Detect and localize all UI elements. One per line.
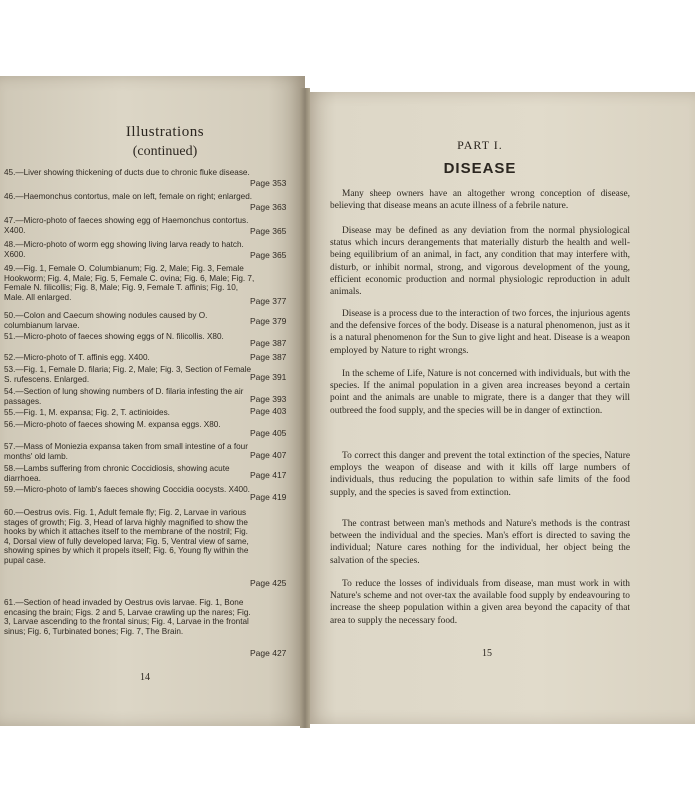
entry-page: Page 377 [250, 296, 287, 306]
entry-page: Page 405 [250, 428, 287, 438]
entry-text: 49.—Fig. 1, Female O. Columbianum; Fig. 2, Male; Fig. 3, Female Hookworm; Fig. 4, Male; Fig. 5, Female C. ovina; Fig. 6, Male; Fig. 7, Female N. filicollis; Fig. 8, Male; Fig. 9, Female T. affinis; Fig. 10, Male. All enlarged. [4, 264, 255, 302]
paragraph: The contrast between man's methods and Nature's methods is the contrast between the individual and the species. Man's effort is directed to saving the individual; Nature cares nothing for the individual, her object being the salvation of the species. [330, 519, 630, 566]
entry-text: 51.—Micro-photo of faeces showing eggs of N. filicollis. X80. [4, 332, 224, 341]
entry-page: Page 391 [250, 372, 287, 382]
entry-page: Page 417 [250, 470, 287, 480]
entry-page: Page 387 [250, 338, 287, 348]
paragraph: Disease may be defined as any deviation from the normal physiological status which incurs derangements that materially disturb the health and well-being equilibrium of an animal, in fact, any condition that may interfere with, disturb, or inhibit normal, strong, and vigorous development of the young, efficient economic production and normal physiologic reproduction in adult animals. [330, 226, 630, 298]
paragraph: To correct this danger and prevent the total extinction of the species, Nature employs the weapon of disease and with it kills off large numbers of individuals, thus reducing the population to within safe limits of the food supply, and the species is saved from extinction. [330, 451, 630, 498]
part-label: PART I. [457, 138, 503, 152]
entry-text: 60.—Oestrus ovis. Fig. 1, Adult female fly; Fig. 2, Larvae in various stages of growth; Fig. 3, Head of larva highly magnified to show the hooks by which it attaches itself to the membrane of the nostril; Fig. 4, Dorsal view of fully developed larva; Fig. 5, Ventral view of same, showing spines by which it propels itself; Fig. 6, Young fly within the pupal case. [4, 508, 249, 565]
entry-page: Page 363 [250, 202, 287, 212]
list-item [0, 332, 255, 342]
entry-text: 46.—Haemonchus contortus, male on left, female on right; enlarged. [4, 192, 253, 201]
list-item [0, 264, 255, 302]
left-page-number: 14 [140, 672, 150, 683]
list-item [0, 408, 255, 418]
entry-text: 50.—Colon and Caecum showing nodules caused by O. columbianum larvae. [4, 311, 208, 330]
entry-text: 57.—Mass of Moniezia expansa taken from small intestine of a four months' old lamb. [4, 442, 248, 461]
entry-text: 59.—Micro-photo of lamb's faeces showing Coccidia oocysts. X400. [4, 485, 250, 494]
list-item [0, 464, 255, 483]
entry-text: 53.—Fig. 1, Female D. filaria; Fig. 2, Male; Fig. 3, Section of Female S. rufescens. Enlarged. [4, 365, 252, 384]
entry-page: Page 353 [250, 178, 287, 188]
open-book [0, 68, 700, 728]
list-item [0, 420, 255, 430]
entry-page: Page 407 [250, 450, 287, 460]
entry-text: 58.—Lambs suffering from chronic Coccidiosis, showing acute diarrhoea. [4, 464, 230, 483]
list-item [0, 192, 255, 202]
illustrations-subtitle: (continued) [132, 144, 198, 159]
entry-text: 48.—Micro-photo of worm egg showing living larva ready to hatch. X600. [4, 240, 244, 259]
entry-text: 56.—Micro-photo of faeces showing M. expansa eggs. X80. [4, 420, 221, 429]
entry-text: 54.—Section of lung showing numbers of D. filaria infesting the air passages. [4, 387, 244, 406]
list-item [0, 216, 255, 235]
entry-page: Page 387 [250, 352, 287, 362]
entry-page: Page 365 [250, 250, 287, 260]
list-item [0, 168, 255, 178]
list-item [0, 365, 255, 384]
entry-text: 55.—Fig. 1, M. expansa; Fig. 2, T. actinioides. [4, 408, 170, 417]
paragraph: Many sheep owners have an altogether wrong conception of disease, believing that disease means an acute illness of a febrile nature. [330, 189, 630, 212]
entry-page: Page 403 [250, 406, 287, 416]
entry-text: 52.—Micro-photo of T. affinis egg. X400. [4, 353, 150, 362]
paragraph: In the scheme of Life, Nature is not concerned with individuals, but with the species. If the animal population in a given area increases beyond a certain point and the animals are unable to migrate, there is a danger that they will outbreed the food supply, and the species will be in danger of extinction. [330, 369, 630, 416]
chapter-heading: DISEASE [443, 160, 517, 177]
list-item [0, 598, 255, 636]
right-page-number: 15 [482, 648, 492, 659]
list-item [0, 485, 255, 495]
list-item [0, 387, 255, 406]
entry-text: 45.—Liver showing thickening of ducts due to chronic fluke disease. [4, 168, 250, 177]
entry-page: Page 379 [250, 316, 287, 326]
illustrations-title: Illustrations [125, 124, 205, 140]
entry-text: 61.—Section of head invaded by Oestrus ovis larvae. Fig. 1, Bone encasing the brain; Figs. 2 and 5, Larvae crawling up the nares; Fig. 3, Larvae ascending to the frontal sinus; Fig. 4, Larvae in the frontal sinus; Fig. 6, Turbinated bones; Fig. 7, The Brain. [4, 598, 251, 636]
list-item [0, 240, 255, 259]
list-item [0, 508, 255, 566]
paragraph: To reduce the losses of individuals from disease, man must work in with Nature's scheme and not over-tax the available food supply by endeavouring to increase the sheep population within a given area beyond the capacity of that area to supply the necessary food. [330, 579, 630, 626]
entry-page: Page 427 [250, 648, 287, 658]
list-item [0, 353, 255, 363]
entry-page: Page 393 [250, 394, 287, 404]
entry-page: Page 419 [250, 492, 287, 502]
entry-page: Page 425 [250, 578, 287, 588]
entry-text: 47.—Micro-photo of faeces showing egg of Haemonchus contortus. X400. [4, 216, 249, 235]
list-item [0, 442, 255, 461]
list-item [0, 311, 255, 330]
paragraph: Disease is a process due to the interaction of two forces, the injurious agents and the defensive forces of the body. Disease is a natural phenomenon, just as it is a natural phenomenon for the Sun to give light and heat. Disease is a weapon employed by Nature to right wrongs. [330, 309, 630, 356]
entry-page: Page 365 [250, 226, 287, 236]
